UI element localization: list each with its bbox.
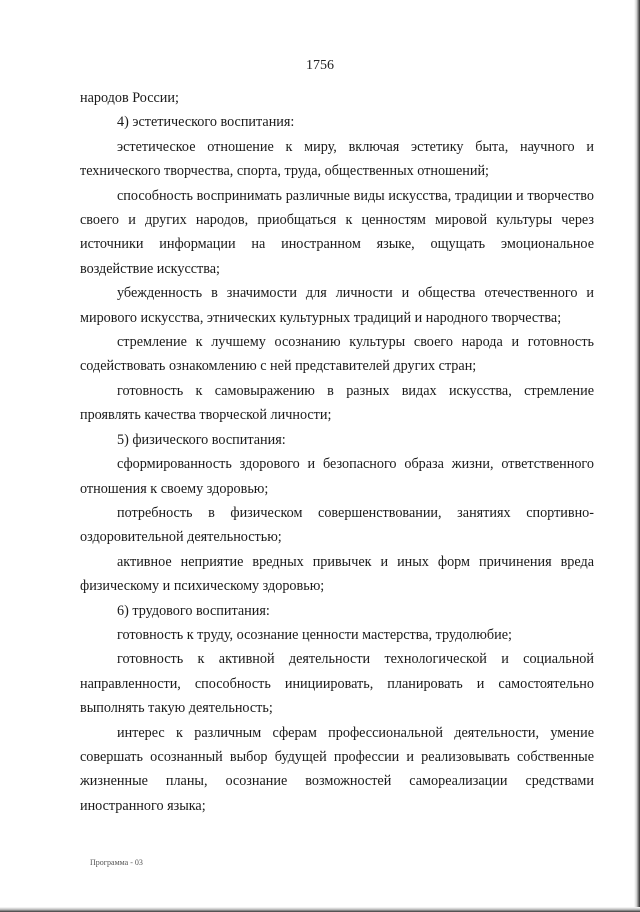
section-heading: 6) трудового воспитания:: [117, 602, 270, 619]
paragraph: готовность к труду, осознание ценности мастерства, трудолюбие;: [117, 626, 512, 643]
paragraph: готовность к активной деятельности технологической и социальной направленности, способность инициировать, планировать и самостоятельно выполнять такую деятельность;: [80, 651, 594, 717]
paragraph: активное неприятие вредных привычек и иных форм причинения вреда физическому и психическому здоровью;: [80, 553, 594, 595]
scan-edge-right: [634, 0, 640, 912]
page-number: 1756: [306, 58, 334, 73]
paragraph: стремление к лучшему осознанию культуры своего народа и готовность содействовать ознакомлению с ней представителей других стран;: [80, 334, 594, 375]
paragraph: сформированность здорового и безопасного образа жизни, ответственного отношения к своему здоровью;: [80, 456, 594, 497]
paragraph: народов России;: [80, 90, 179, 106]
paragraph: интерес к различным сферам профессиональной деятельности, умение совершать осознанный выбор будущей профессии и реализовывать собственные жизненные планы, осознание возможностей самореализации средствами иностранного языка;: [80, 724, 594, 814]
paragraph: эстетическое отношение к миру, включая эстетику быта, научного и технического творчества, спорта, труда, общественных отношений;: [80, 138, 594, 180]
paragraph: убежденность в значимости для личности и общества отечественного и мирового искусства, этнических культурных традиций и народного творчества;: [80, 285, 594, 326]
section-heading: 5) физического воспитания:: [117, 431, 286, 448]
document-body: [80, 86, 594, 818]
paragraph: потребность в физическом совершенствовании, занятиях спортивно-оздоровительной деятельностью;: [80, 504, 594, 546]
section-heading: 4) эстетического воспитания:: [117, 114, 295, 131]
scan-edge-bottom: [0, 907, 640, 912]
paragraph: способность воспринимать различные виды искусства, традиции и творчество своего и других народов, приобщаться к ценностям мировой культуры через источники информации на иностранном языке, ощущать эмоциональное воздействие искусства;: [80, 187, 594, 277]
paragraph: готовность к самовыражению в разных видах искусства, стремление проявлять качества творческой личности;: [80, 382, 594, 424]
footer-label: Программа - 03: [90, 858, 143, 867]
